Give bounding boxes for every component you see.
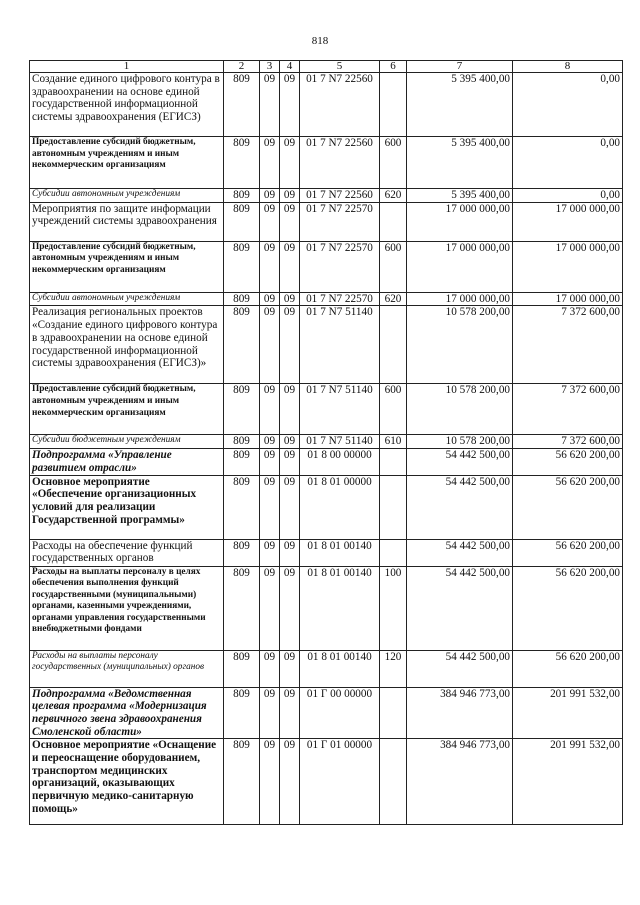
gov-code-cell: 809 bbox=[224, 566, 260, 650]
subsection-cell: 09 bbox=[280, 435, 300, 449]
table-row bbox=[30, 449, 623, 475]
section-cell: 09 bbox=[260, 435, 280, 449]
subsection-cell: 09 bbox=[280, 449, 300, 475]
section-cell: 09 bbox=[260, 292, 280, 306]
row-name-cell: Предоставление субсидий бюджетным, автономным учреждениям и иным некоммерческим организациям bbox=[30, 384, 224, 435]
section-cell: 09 bbox=[260, 650, 280, 687]
row-name-cell: Подпрограмма «Ведомственная целевая программа «Модернизация первичного звена здравоохранения Смоленской области» bbox=[30, 687, 224, 739]
row-name-cell: Предоставление субсидий бюджетным, автономным учреждениям и иным некоммерческим организациям bbox=[30, 241, 224, 292]
target-article-cell: 01 7 N7 51140 bbox=[300, 306, 380, 384]
target-article-cell: 01 7 N7 22570 bbox=[300, 202, 380, 241]
gov-code-cell: 809 bbox=[224, 306, 260, 384]
gov-code-cell: 809 bbox=[224, 384, 260, 435]
section-cell: 09 bbox=[260, 241, 280, 292]
section-cell: 09 bbox=[260, 384, 280, 435]
section-cell: 09 bbox=[260, 566, 280, 650]
gov-code-cell: 809 bbox=[224, 475, 260, 539]
column-header: 6 bbox=[380, 61, 407, 73]
subsection-cell: 09 bbox=[280, 202, 300, 241]
amount-year1-cell: 54 442 500,00 bbox=[407, 539, 513, 566]
amount-year2-cell: 201 991 532,00 bbox=[513, 739, 623, 825]
amount-year2-cell: 56 620 200,00 bbox=[513, 475, 623, 539]
row-name-cell: Реализация региональных проектов «Создание единого цифрового контура в здравоохранении на основе единой государственной информационной системы здравоохранения (ЕГИСЗ)» bbox=[30, 306, 224, 384]
amount-year2-cell: 7 372 600,00 bbox=[513, 435, 623, 449]
column-header: 8 bbox=[513, 61, 623, 73]
target-article-cell: 01 8 01 00140 bbox=[300, 650, 380, 687]
gov-code-cell: 809 bbox=[224, 202, 260, 241]
subsection-cell: 09 bbox=[280, 566, 300, 650]
table-row bbox=[30, 189, 623, 203]
expense-type-cell bbox=[380, 687, 407, 739]
target-article-cell: 01 7 N7 51140 bbox=[300, 435, 380, 449]
amount-year1-cell: 384 946 773,00 bbox=[407, 687, 513, 739]
amount-year2-cell: 7 372 600,00 bbox=[513, 306, 623, 384]
expense-type-cell: 100 bbox=[380, 566, 407, 650]
amount-year1-cell: 54 442 500,00 bbox=[407, 566, 513, 650]
table-row bbox=[30, 306, 623, 384]
amount-year2-cell: 0,00 bbox=[513, 137, 623, 189]
expense-type-cell: 620 bbox=[380, 189, 407, 203]
amount-year1-cell: 54 442 500,00 bbox=[407, 475, 513, 539]
gov-code-cell: 809 bbox=[224, 650, 260, 687]
section-cell: 09 bbox=[260, 306, 280, 384]
amount-year2-cell: 17 000 000,00 bbox=[513, 202, 623, 241]
amount-year2-cell: 56 620 200,00 bbox=[513, 449, 623, 475]
column-number-row bbox=[30, 61, 623, 73]
column-header: 7 bbox=[407, 61, 513, 73]
subsection-cell: 09 bbox=[280, 475, 300, 539]
gov-code-cell: 809 bbox=[224, 241, 260, 292]
gov-code-cell: 809 bbox=[224, 435, 260, 449]
subsection-cell: 09 bbox=[280, 241, 300, 292]
section-cell: 09 bbox=[260, 73, 280, 137]
subsection-cell: 09 bbox=[280, 650, 300, 687]
target-article-cell: 01 7 N7 51140 bbox=[300, 384, 380, 435]
target-article-cell: 01 7 N7 22570 bbox=[300, 241, 380, 292]
table-row bbox=[30, 475, 623, 539]
section-cell: 09 bbox=[260, 687, 280, 739]
target-article-cell: 01 7 N7 22560 bbox=[300, 189, 380, 203]
amount-year1-cell: 10 578 200,00 bbox=[407, 435, 513, 449]
target-article-cell: 01 Г 01 00000 bbox=[300, 739, 380, 825]
expense-type-cell: 600 bbox=[380, 137, 407, 189]
expense-type-cell: 610 bbox=[380, 435, 407, 449]
amount-year1-cell: 17 000 000,00 bbox=[407, 241, 513, 292]
target-article-cell: 01 7 N7 22560 bbox=[300, 137, 380, 189]
table-row bbox=[30, 650, 623, 687]
subsection-cell: 09 bbox=[280, 687, 300, 739]
column-header: 3 bbox=[260, 61, 280, 73]
expense-type-cell: 600 bbox=[380, 384, 407, 435]
amount-year1-cell: 54 442 500,00 bbox=[407, 449, 513, 475]
section-cell: 09 bbox=[260, 137, 280, 189]
expense-type-cell bbox=[380, 449, 407, 475]
amount-year1-cell: 384 946 773,00 bbox=[407, 739, 513, 825]
amount-year2-cell: 0,00 bbox=[513, 73, 623, 137]
amount-year1-cell: 10 578 200,00 bbox=[407, 384, 513, 435]
table-row bbox=[30, 687, 623, 739]
target-article-cell: 01 7 N7 22560 bbox=[300, 73, 380, 137]
row-name-cell: Субсидии бюджетным учреждениям bbox=[30, 435, 224, 449]
amount-year2-cell: 56 620 200,00 bbox=[513, 566, 623, 650]
amount-year1-cell: 5 395 400,00 bbox=[407, 137, 513, 189]
expense-type-cell bbox=[380, 539, 407, 566]
subsection-cell: 09 bbox=[280, 73, 300, 137]
expense-type-cell bbox=[380, 73, 407, 137]
target-article-cell: 01 8 01 00140 bbox=[300, 539, 380, 566]
column-header: 5 bbox=[300, 61, 380, 73]
table-row bbox=[30, 539, 623, 566]
section-cell: 09 bbox=[260, 475, 280, 539]
expense-type-cell: 120 bbox=[380, 650, 407, 687]
gov-code-cell: 809 bbox=[224, 292, 260, 306]
gov-code-cell: 809 bbox=[224, 539, 260, 566]
table-row bbox=[30, 202, 623, 241]
section-cell: 09 bbox=[260, 539, 280, 566]
table-row bbox=[30, 384, 623, 435]
amount-year2-cell: 17 000 000,00 bbox=[513, 241, 623, 292]
row-name-cell: Мероприятия по защите информации учреждений системы здравоохранения bbox=[30, 202, 224, 241]
table-row bbox=[30, 73, 623, 137]
page-number: 818 bbox=[311, 35, 329, 47]
subsection-cell: 09 bbox=[280, 189, 300, 203]
table-row bbox=[30, 137, 623, 189]
row-name-cell: Основное мероприятие «Обеспечение организационных условий для реализации Государственной программы» bbox=[30, 475, 224, 539]
section-cell: 09 bbox=[260, 449, 280, 475]
row-name-cell: Субсидии автономным учреждениям bbox=[30, 189, 224, 203]
row-name-cell: Расходы на выплаты персоналу государственных (муниципальных) органов bbox=[30, 650, 224, 687]
subsection-cell: 09 bbox=[280, 306, 300, 384]
table-row bbox=[30, 241, 623, 292]
row-name-cell: Расходы на обеспечение функций государственных органов bbox=[30, 539, 224, 566]
expense-type-cell bbox=[380, 202, 407, 241]
row-name-cell: Создание единого цифрового контура в здравоохранении на основе единой государственной информационной системы здравоохранения (ЕГИСЗ) bbox=[30, 73, 224, 137]
row-name-cell: Расходы на выплаты персоналу в целях обеспечения выполнения функций государственными (муниципальными) органами, казенными учреждениями, органами управления государственными внебюджетными фондами bbox=[30, 566, 224, 650]
gov-code-cell: 809 bbox=[224, 687, 260, 739]
table-row bbox=[30, 292, 623, 306]
amount-year2-cell: 7 372 600,00 bbox=[513, 384, 623, 435]
section-cell: 09 bbox=[260, 739, 280, 825]
row-name-cell: Субсидии автономным учреждениям bbox=[30, 292, 224, 306]
target-article-cell: 01 Г 00 00000 bbox=[300, 687, 380, 739]
amount-year2-cell: 201 991 532,00 bbox=[513, 687, 623, 739]
amount-year2-cell: 56 620 200,00 bbox=[513, 539, 623, 566]
gov-code-cell: 809 bbox=[224, 137, 260, 189]
target-article-cell: 01 8 01 00000 bbox=[300, 475, 380, 539]
table-row bbox=[30, 739, 623, 825]
subsection-cell: 09 bbox=[280, 739, 300, 825]
target-article-cell: 01 8 00 00000 bbox=[300, 449, 380, 475]
column-header: 4 bbox=[280, 61, 300, 73]
gov-code-cell: 809 bbox=[224, 739, 260, 825]
row-name-cell: Подпрограмма «Управление развитием отрасли» bbox=[30, 449, 224, 475]
amount-year1-cell: 54 442 500,00 bbox=[407, 650, 513, 687]
amount-year2-cell: 0,00 bbox=[513, 189, 623, 203]
amount-year1-cell: 17 000 000,00 bbox=[407, 202, 513, 241]
gov-code-cell: 809 bbox=[224, 189, 260, 203]
section-cell: 09 bbox=[260, 189, 280, 203]
amount-year1-cell: 10 578 200,00 bbox=[407, 306, 513, 384]
table-row bbox=[30, 566, 623, 650]
section-cell: 09 bbox=[260, 202, 280, 241]
expense-type-cell bbox=[380, 306, 407, 384]
expense-type-cell bbox=[380, 739, 407, 825]
amount-year2-cell: 17 000 000,00 bbox=[513, 292, 623, 306]
amount-year1-cell: 5 395 400,00 bbox=[407, 73, 513, 137]
amount-year1-cell: 17 000 000,00 bbox=[407, 292, 513, 306]
subsection-cell: 09 bbox=[280, 137, 300, 189]
table-row bbox=[30, 435, 623, 449]
expense-type-cell bbox=[380, 475, 407, 539]
gov-code-cell: 809 bbox=[224, 449, 260, 475]
expense-type-cell: 620 bbox=[380, 292, 407, 306]
budget-table bbox=[29, 60, 623, 825]
subsection-cell: 09 bbox=[280, 539, 300, 566]
column-header: 2 bbox=[224, 61, 260, 73]
subsection-cell: 09 bbox=[280, 292, 300, 306]
subsection-cell: 09 bbox=[280, 384, 300, 435]
column-header: 1 bbox=[30, 61, 224, 73]
row-name-cell: Предоставление субсидий бюджетным, автономным учреждениям и иным некоммерческим организациям bbox=[30, 137, 224, 189]
amount-year2-cell: 56 620 200,00 bbox=[513, 650, 623, 687]
expense-type-cell: 600 bbox=[380, 241, 407, 292]
target-article-cell: 01 7 N7 22570 bbox=[300, 292, 380, 306]
gov-code-cell: 809 bbox=[224, 73, 260, 137]
amount-year1-cell: 5 395 400,00 bbox=[407, 189, 513, 203]
target-article-cell: 01 8 01 00140 bbox=[300, 566, 380, 650]
row-name-cell: Основное мероприятие «Оснащение и переоснащение оборудованием, транспортом медицинских организаций, оказывающих первичную медико-санитарную помощь» bbox=[30, 739, 224, 825]
